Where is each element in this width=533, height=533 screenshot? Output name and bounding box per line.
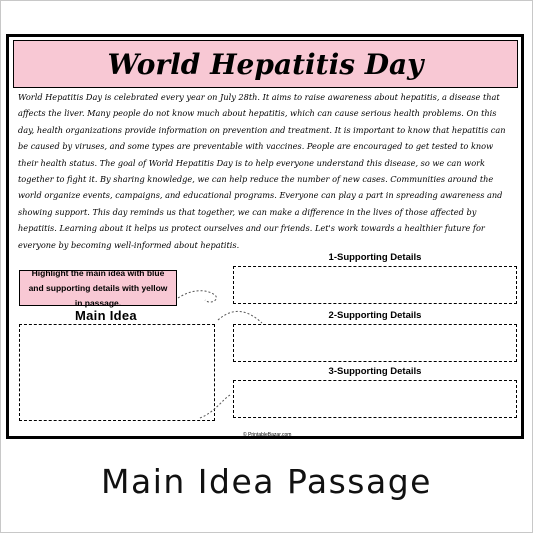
main-idea-box[interactable] — [19, 324, 215, 421]
supporting-details-1-label: 1-Supporting Details — [328, 252, 422, 263]
supporting-details-2-box[interactable] — [233, 324, 517, 362]
supporting-details-1-box[interactable] — [233, 266, 517, 304]
copyright-text: © PrintableBazar.com — [243, 432, 292, 438]
page-title: World Hepatitis Day — [107, 47, 424, 81]
supporting-details-3-label: 3-Supporting Details — [328, 366, 422, 377]
instruction-box — [19, 267, 177, 308]
instruction-text: Highlight the main idea with blue and supporting details with yellow in passage. — [28, 267, 168, 308]
caption: Main Idea Passage — [101, 462, 432, 501]
worksheet — [6, 34, 524, 439]
supporting-details-3-box[interactable] — [233, 380, 517, 418]
passage-text: World Hepatitis Day is celebrated every year on July 28th. It aims to raise awareness about hepatitis, a disease that affects the liver. Many people do not know much about hepatitis, which can cause serious health problems. On this day, health organizations provide information on prevention and treatment. It is important to know that hepatitis can be caused by viruses, and some types are preventable with vaccines. People are encouraged to get tested to know their health status. The goal of World Hepatitis Day is to help everyone understand this disease, so we can work together to fight it. By sharing knowledge, we can help reduce the number of new cases. Communities around the world organize events, campaigns, and educational programs. Everyone can play a part in spreading awareness and showing support. This day reminds us that together, we can make a difference in the lives of those affected by hepatitis. Learning about it helps us protect ourselves and our friends. Let's work towards a healthier future for everyone by becoming well-informed about hepatitis. — [18, 92, 506, 250]
supporting-details-2-label: 2-Supporting Details — [328, 310, 422, 321]
title-band — [13, 40, 518, 88]
main-idea-label: Main Idea — [75, 308, 137, 323]
